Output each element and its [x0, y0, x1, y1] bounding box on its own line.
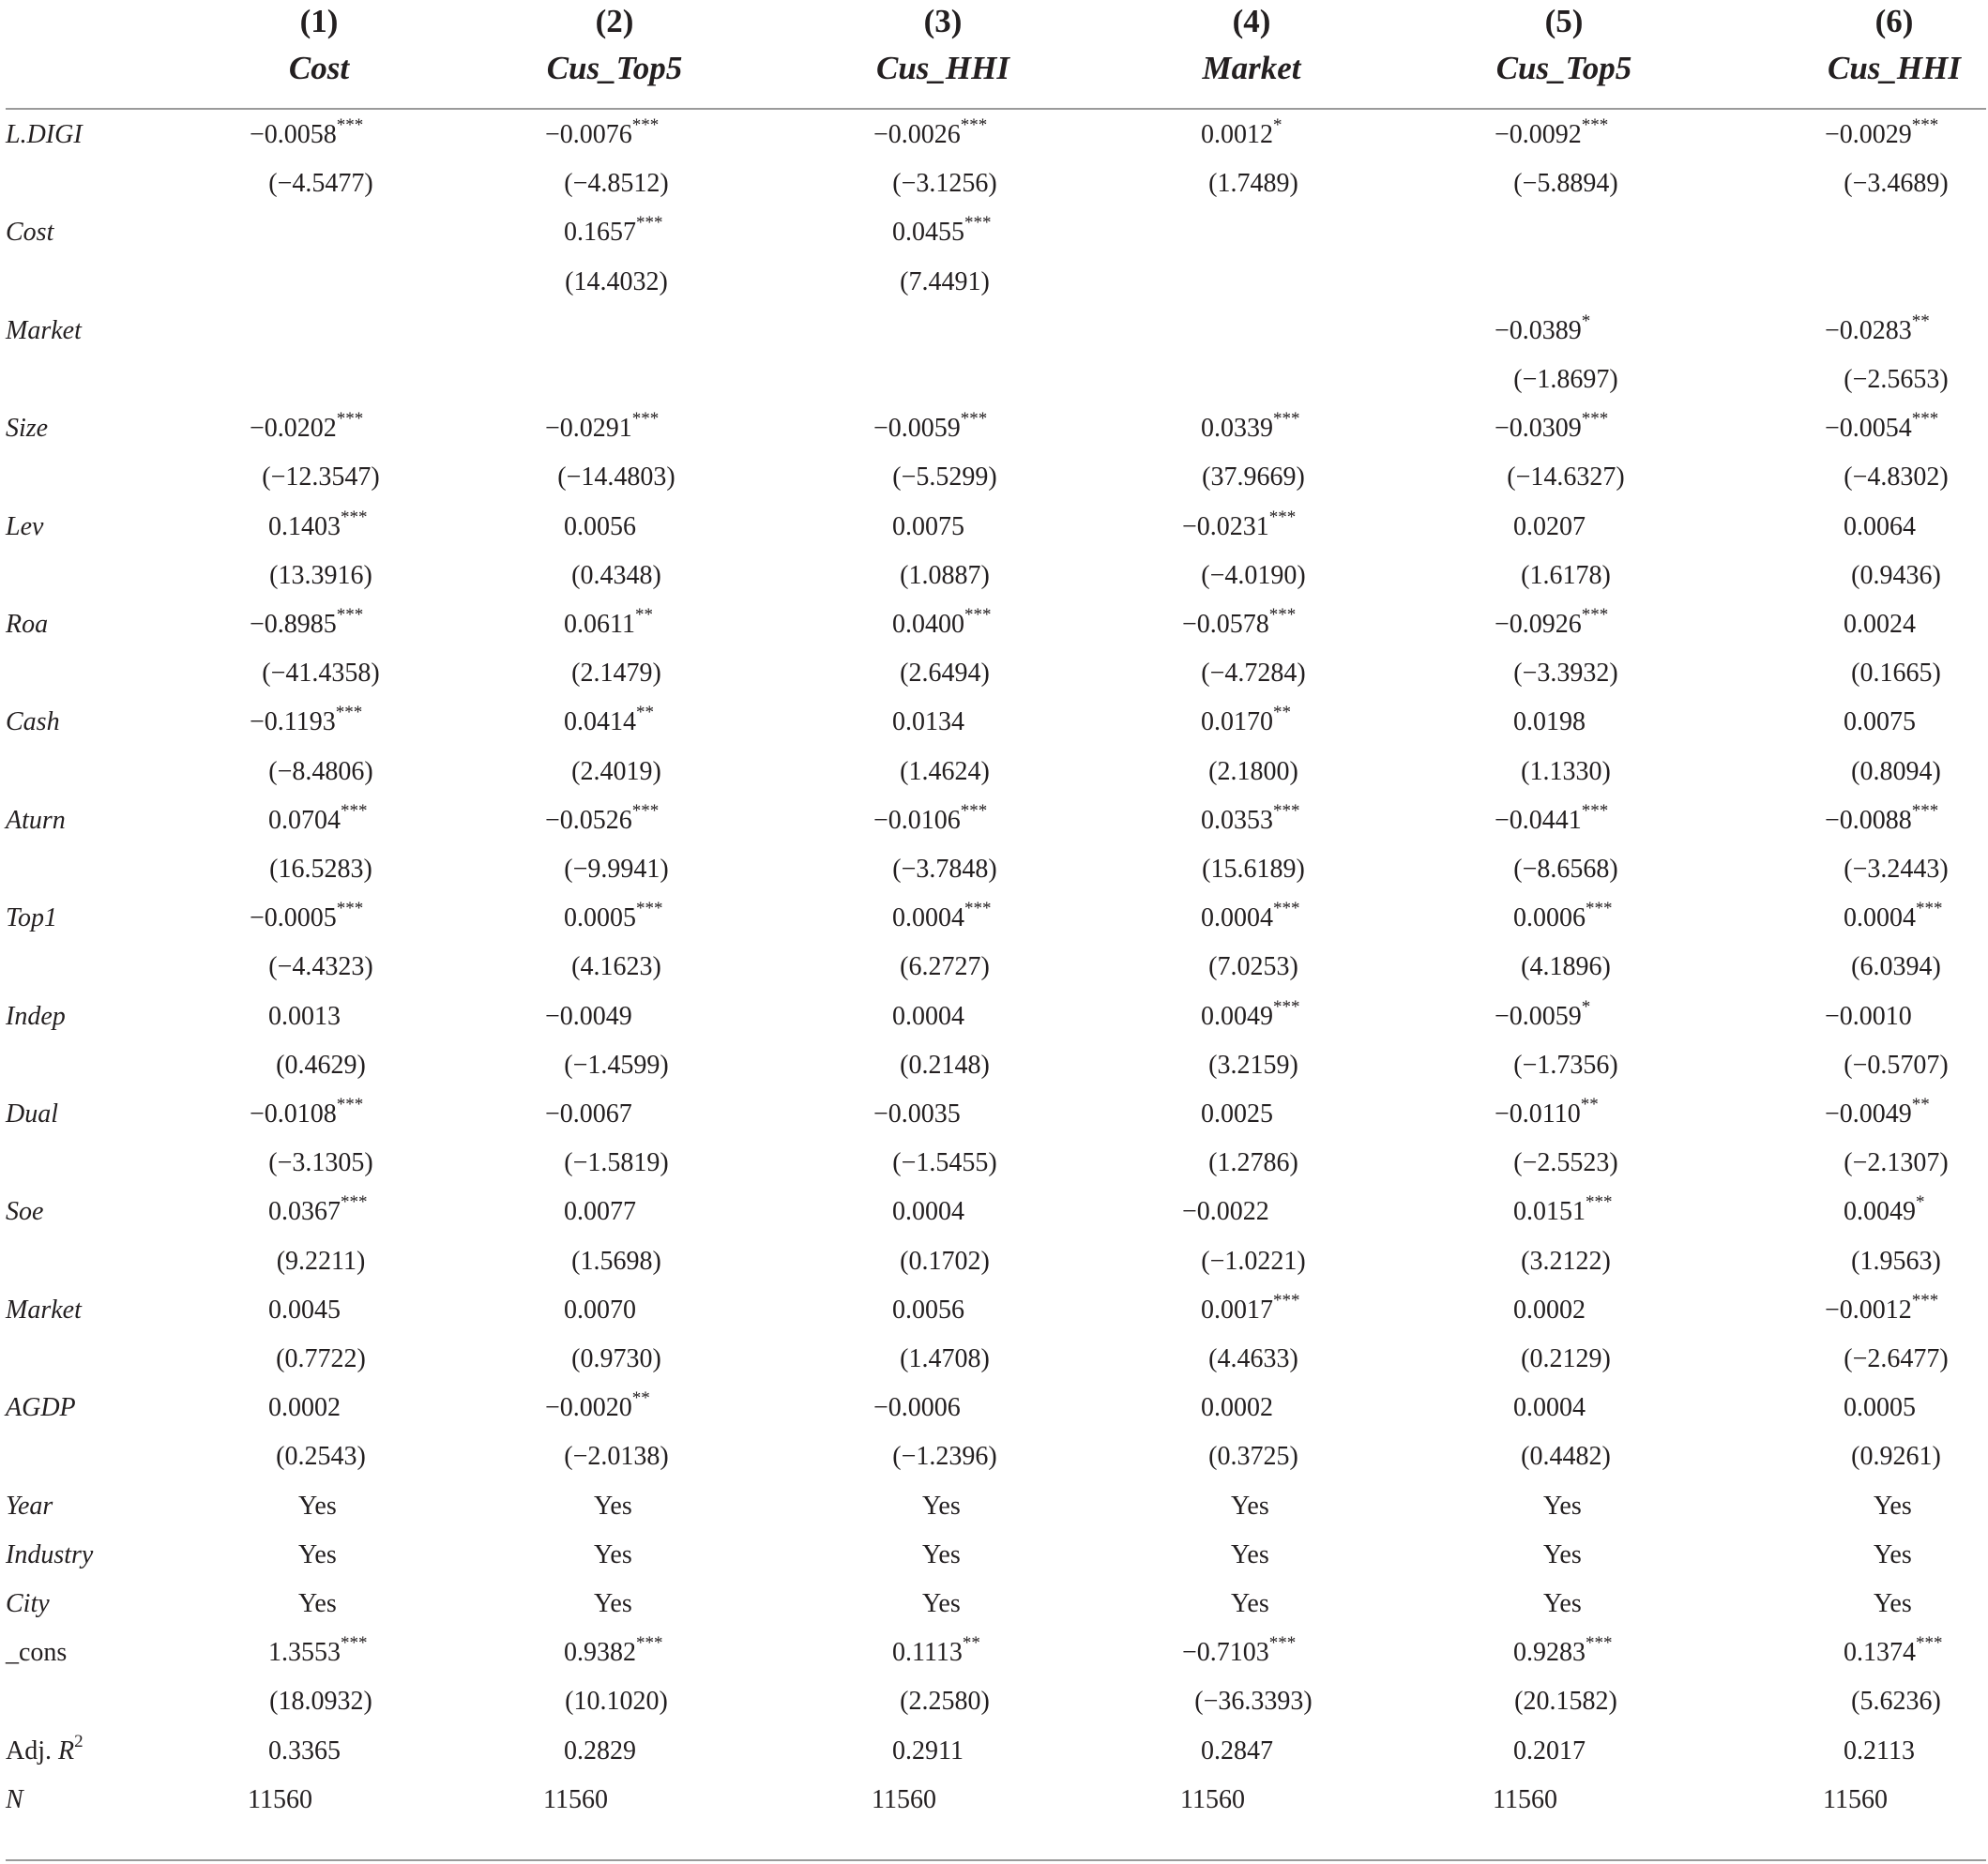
regression-table	[6, 0, 1986, 1864]
table-cell: (−4.4323)	[268, 952, 373, 982]
table-cell: 0.0400***	[892, 605, 992, 639]
row-label: Adj. $R^2$	[6, 1731, 83, 1765]
table-cell: (2.1800)	[1208, 756, 1298, 786]
table-cell: (−3.7848)	[892, 855, 997, 884]
table-cell: (1.0887)	[900, 560, 990, 590]
table-cell: −0.0022	[1182, 1197, 1269, 1227]
table-cell: (0.9730)	[571, 1344, 661, 1373]
table-cell: Yes	[298, 1491, 337, 1521]
table-cell: −0.0059***	[873, 409, 988, 444]
table-cell: (1.2786)	[1208, 1148, 1298, 1178]
table-cell: 0.0367***	[268, 1192, 368, 1227]
table-cell: 0.0004***	[1844, 899, 1943, 933]
table-cell: 0.0611**	[564, 605, 653, 639]
table-cell: Yes	[298, 1539, 337, 1569]
table-cell: 0.1113**	[892, 1633, 980, 1668]
table-cell: (0.2148)	[900, 1050, 990, 1080]
table-cell: 0.0004	[892, 1001, 964, 1031]
table-cell: (0.2543)	[276, 1442, 366, 1472]
table-cell: (−2.6477)	[1844, 1344, 1949, 1373]
table-cell: (5.6236)	[1851, 1687, 1941, 1717]
table-cell: (0.3725)	[1208, 1442, 1298, 1472]
table-cell: −0.0526***	[545, 800, 660, 835]
row-label: L.DIGI	[6, 120, 83, 149]
table-cell: (1.4708)	[900, 1344, 990, 1373]
table-cell: −0.0012***	[1825, 1290, 1939, 1325]
table-cell: (37.9669)	[1202, 462, 1305, 493]
table-cell: 0.0075	[1844, 707, 1916, 737]
table-cell: 0.0004***	[1201, 899, 1300, 933]
table-cell: 0.0005	[1844, 1393, 1916, 1423]
table-cell: (−4.5477)	[268, 169, 373, 199]
table-cell: −0.0020**	[545, 1388, 650, 1423]
table-cell: (13.3916)	[269, 560, 372, 590]
table-cell: (18.0932)	[269, 1687, 372, 1717]
table-cell: 11560	[1493, 1784, 1557, 1814]
table-cell: −0.0054***	[1825, 409, 1939, 444]
table-cell: (−4.0190)	[1201, 560, 1306, 590]
table-cell: 0.0006***	[1513, 899, 1613, 933]
column-header-1: Cost	[288, 50, 350, 86]
table-cell: −0.0108***	[250, 1095, 364, 1129]
table-cell: 0.0353***	[1201, 800, 1300, 835]
table-cell: −0.7103***	[1182, 1633, 1297, 1668]
table-cell: (3.2122)	[1521, 1246, 1611, 1276]
column-number-1: (1)	[299, 3, 339, 39]
table-cell: −0.0441***	[1495, 800, 1609, 835]
table-cell: 0.0004	[1513, 1393, 1586, 1423]
table-cell: −0.0026***	[873, 115, 988, 149]
table-cell: (1.6178)	[1521, 560, 1611, 590]
table-cell: (1.5698)	[571, 1246, 661, 1276]
table-cell: −0.0076***	[545, 115, 660, 149]
table-cell: Yes	[1874, 1589, 1912, 1618]
row-label: Year	[6, 1491, 53, 1521]
table-cell: 0.1657***	[564, 213, 663, 248]
table-cell: 11560	[872, 1784, 936, 1814]
column-number-2: (2)	[595, 3, 634, 39]
table-cell: Yes	[1543, 1491, 1582, 1521]
row-label: Cash	[6, 707, 60, 737]
table-cell: (0.8094)	[1851, 756, 1941, 786]
table-cell: −0.1193***	[250, 703, 363, 737]
table-cell: (−5.8894)	[1513, 169, 1618, 199]
table-cell: (16.5283)	[269, 855, 372, 884]
table-cell: (0.7722)	[276, 1344, 366, 1373]
table-cell: (7.0253)	[1208, 952, 1298, 982]
table-cell: (2.2580)	[900, 1687, 990, 1717]
row-label: Roa	[6, 610, 49, 639]
table-cell: (−1.2396)	[892, 1442, 997, 1472]
table-cell: (10.1020)	[565, 1687, 668, 1717]
table-cell: 1.3553***	[268, 1633, 368, 1668]
table-cell: (−8.4806)	[268, 756, 373, 786]
table-cell: (−3.2443)	[1844, 855, 1949, 884]
table-cell: (−3.3932)	[1513, 659, 1618, 689]
row-label: N	[6, 1784, 23, 1814]
table-cell: Yes	[594, 1539, 632, 1569]
table-cell: (−14.4803)	[557, 462, 675, 493]
table-cell: (−3.1256)	[892, 169, 997, 199]
table-cell: (9.2211)	[276, 1246, 366, 1276]
row-label: Market	[6, 315, 82, 345]
table-cell: (−2.5523)	[1513, 1148, 1618, 1178]
table-cell: 0.0070	[564, 1295, 636, 1325]
table-cell: 0.0004***	[892, 899, 992, 933]
table-cell: 0.3365	[268, 1735, 341, 1765]
row-label: Indep	[6, 1001, 66, 1031]
table-cell: (7.4491)	[900, 266, 990, 296]
header-rule	[6, 108, 1986, 110]
table-cell: (−0.5707)	[1844, 1050, 1949, 1080]
table-cell: (−2.0138)	[564, 1442, 669, 1472]
table-cell: (2.6494)	[900, 659, 990, 689]
table-cell: 0.0013	[268, 1001, 341, 1031]
table-cell: 0.0704***	[268, 800, 368, 835]
table-cell: −0.0283**	[1825, 311, 1930, 345]
table-cell: −0.0309***	[1495, 409, 1609, 444]
table-cell: (−5.5299)	[892, 462, 997, 493]
table-cell: (15.6189)	[1202, 855, 1305, 884]
table-cell: 0.2829	[564, 1735, 636, 1765]
table-cell: Yes	[1543, 1589, 1582, 1618]
table-cell: −0.0049**	[1825, 1095, 1930, 1129]
table-cell: Yes	[922, 1589, 961, 1618]
table-cell: 0.0414**	[564, 703, 654, 737]
column-number-3: (3)	[923, 3, 963, 39]
table-cell: (1.9563)	[1851, 1246, 1941, 1276]
table-cell: (0.1665)	[1851, 659, 1941, 689]
table-cell: 0.0077	[564, 1197, 636, 1227]
table-cell: −0.0291***	[545, 409, 660, 444]
table-cell: (−36.3393)	[1194, 1687, 1313, 1717]
table-cell: (6.0394)	[1851, 952, 1941, 982]
table-cell: −0.0088***	[1825, 800, 1939, 835]
table-cell: 0.0017***	[1201, 1290, 1300, 1325]
row-label: Size	[6, 414, 49, 444]
table-cell: (0.9436)	[1851, 560, 1941, 590]
table-cell: (6.2727)	[900, 952, 990, 982]
table-cell: (−1.5455)	[892, 1148, 997, 1178]
table-cell: −0.0106***	[873, 800, 988, 835]
table-cell: (−12.3547)	[262, 462, 380, 493]
bottom-rule	[6, 1859, 1986, 1861]
table-cell: Yes	[594, 1589, 632, 1618]
row-label: Soe	[6, 1197, 44, 1227]
table-cell: 0.9382***	[564, 1633, 663, 1668]
table-cell: −0.0058***	[250, 115, 364, 149]
table-cell: 0.0151***	[1513, 1192, 1613, 1227]
table-cell: −0.0389*	[1495, 311, 1591, 345]
table-cell: −0.8985***	[250, 605, 364, 639]
table-cell: Yes	[1231, 1491, 1269, 1521]
table-cell: 0.0056	[564, 511, 636, 541]
table-cell: (0.4482)	[1521, 1442, 1611, 1472]
table-cell: Yes	[1543, 1539, 1582, 1569]
table-cell: 0.0075	[892, 511, 964, 541]
row-label: Industry	[6, 1539, 94, 1569]
table-cell: −0.0035	[873, 1099, 961, 1129]
table-cell: −0.0049	[545, 1001, 632, 1031]
table-cell: (4.4633)	[1208, 1344, 1298, 1373]
table-cell: −0.0110**	[1495, 1095, 1599, 1129]
table-cell: 0.0056	[892, 1295, 964, 1325]
table-cell: −0.0006	[873, 1393, 961, 1423]
table-cell: (−3.1305)	[268, 1148, 373, 1178]
table-cell: 0.0012*	[1201, 115, 1282, 149]
table-cell: 0.0170**	[1201, 703, 1291, 737]
table-cell: 0.2017	[1513, 1735, 1586, 1765]
table-cell: 0.0025	[1201, 1099, 1273, 1129]
table-cell: (3.2159)	[1208, 1050, 1298, 1080]
table-cell: 0.0024	[1844, 610, 1916, 639]
table-cell: (4.1896)	[1521, 952, 1611, 982]
table-cell: (−4.8302)	[1844, 462, 1949, 493]
table-cell: 0.0002	[1513, 1295, 1586, 1325]
table-cell: 0.0134	[892, 707, 964, 737]
table-cell: (0.9261)	[1851, 1442, 1941, 1472]
table-cell: 11560	[1180, 1784, 1245, 1814]
table-cell: 0.2847	[1201, 1735, 1273, 1765]
table-cell: (2.4019)	[571, 756, 661, 786]
table-cell: 0.0045	[268, 1295, 341, 1325]
column-number-5: (5)	[1544, 3, 1584, 39]
table-cell: −0.0578***	[1182, 605, 1297, 639]
table-cell: −0.0059*	[1495, 996, 1591, 1031]
table-cell: 0.0064	[1844, 511, 1916, 541]
table-cell: Yes	[922, 1539, 961, 1569]
table-cell: (−9.9941)	[564, 855, 669, 884]
table-cell: (−1.0221)	[1201, 1246, 1306, 1276]
table-cell: −0.0010	[1825, 1001, 1912, 1031]
table-cell: Yes	[1874, 1539, 1912, 1569]
table-cell: (0.1702)	[900, 1246, 990, 1276]
row-label: Aturn	[6, 805, 66, 835]
table-cell: 0.0049*	[1844, 1192, 1925, 1227]
table-cell: (−14.6327)	[1507, 462, 1625, 493]
column-header-5: Cus_Top5	[1495, 50, 1632, 86]
row-label: Dual	[6, 1099, 58, 1129]
table-cell: 0.0004	[892, 1197, 964, 1227]
table-cell: 0.0207	[1513, 511, 1586, 541]
table-cell: −0.0926***	[1495, 605, 1609, 639]
table-cell: (−1.5819)	[564, 1148, 669, 1178]
table-cell: Yes	[1874, 1491, 1912, 1521]
column-header-6: Cus_HHI	[1828, 50, 1961, 86]
table-cell: −0.0092***	[1495, 115, 1609, 149]
table-cell: (0.2129)	[1521, 1344, 1611, 1373]
table-cell: 11560	[543, 1784, 608, 1814]
table-cell: 0.0339***	[1201, 409, 1300, 444]
row-label: Top1	[6, 903, 58, 933]
table-cell: (0.4629)	[276, 1050, 366, 1080]
table-cell: 0.2911	[892, 1735, 964, 1765]
table-cell: 11560	[1823, 1784, 1888, 1814]
table-cell: (−4.7284)	[1201, 659, 1306, 689]
table-cell: (2.1479)	[571, 659, 661, 689]
table-cell: 0.0455***	[892, 213, 992, 248]
table-cell: (−2.5653)	[1844, 365, 1949, 394]
table-cell: −0.0231***	[1182, 507, 1297, 541]
column-header-3: Cus_HHI	[876, 50, 1009, 86]
table-cell: (4.1623)	[571, 952, 661, 982]
table-cell: −0.0005***	[250, 899, 364, 933]
row-label: AGDP	[6, 1393, 76, 1423]
column-header-2: Cus_Top5	[546, 50, 683, 86]
table-cell: (1.1330)	[1521, 756, 1611, 786]
table-cell: (−8.6568)	[1513, 855, 1618, 884]
table-cell: 0.0002	[1201, 1393, 1273, 1423]
table-cell: (1.7489)	[1208, 169, 1298, 199]
column-number-4: (4)	[1232, 3, 1271, 39]
table-cell: 0.0005***	[564, 899, 663, 933]
row-label: City	[6, 1589, 50, 1618]
table-cell: 0.1403***	[268, 507, 368, 541]
row-label: Lev	[6, 511, 44, 541]
table-cell: (−1.7356)	[1513, 1050, 1618, 1080]
table-cell: −0.0067	[545, 1099, 632, 1129]
table-cell: 0.0198	[1513, 707, 1586, 737]
table-cell: (−2.1307)	[1844, 1148, 1949, 1178]
table-cell: 0.9283***	[1513, 1633, 1613, 1668]
table-cell: 11560	[248, 1784, 312, 1814]
table-cell: (20.1582)	[1514, 1687, 1617, 1717]
table-cell: 0.0002	[268, 1393, 341, 1423]
table-cell: (1.4624)	[900, 756, 990, 786]
table-cell: 0.0049***	[1201, 996, 1300, 1031]
table-cell: (14.4032)	[565, 266, 668, 296]
table-cell: Yes	[1231, 1589, 1269, 1618]
table-cell: (−3.4689)	[1844, 169, 1949, 199]
column-header-4: Market	[1202, 50, 1301, 86]
row-label: _cons	[6, 1638, 68, 1668]
table-cell: Yes	[298, 1589, 337, 1618]
table-cell: Yes	[594, 1491, 632, 1521]
table-cell: (−4.8512)	[564, 169, 669, 199]
row-label: Market	[6, 1295, 82, 1325]
table-cell: 0.2113	[1844, 1735, 1915, 1765]
table-cell: (−1.8697)	[1513, 365, 1618, 394]
table-cell: 0.1374***	[1844, 1633, 1943, 1668]
table-cell: Yes	[1231, 1539, 1269, 1569]
table-cell: (−41.4358)	[262, 659, 380, 689]
row-label: Cost	[6, 218, 54, 248]
table-cell: Yes	[922, 1491, 961, 1521]
table-cell: −0.0202***	[250, 409, 364, 444]
column-number-6: (6)	[1874, 3, 1914, 39]
table-cell: (0.4348)	[571, 560, 661, 590]
table-cell: (−1.4599)	[564, 1050, 669, 1080]
table-cell: −0.0029***	[1825, 115, 1939, 149]
